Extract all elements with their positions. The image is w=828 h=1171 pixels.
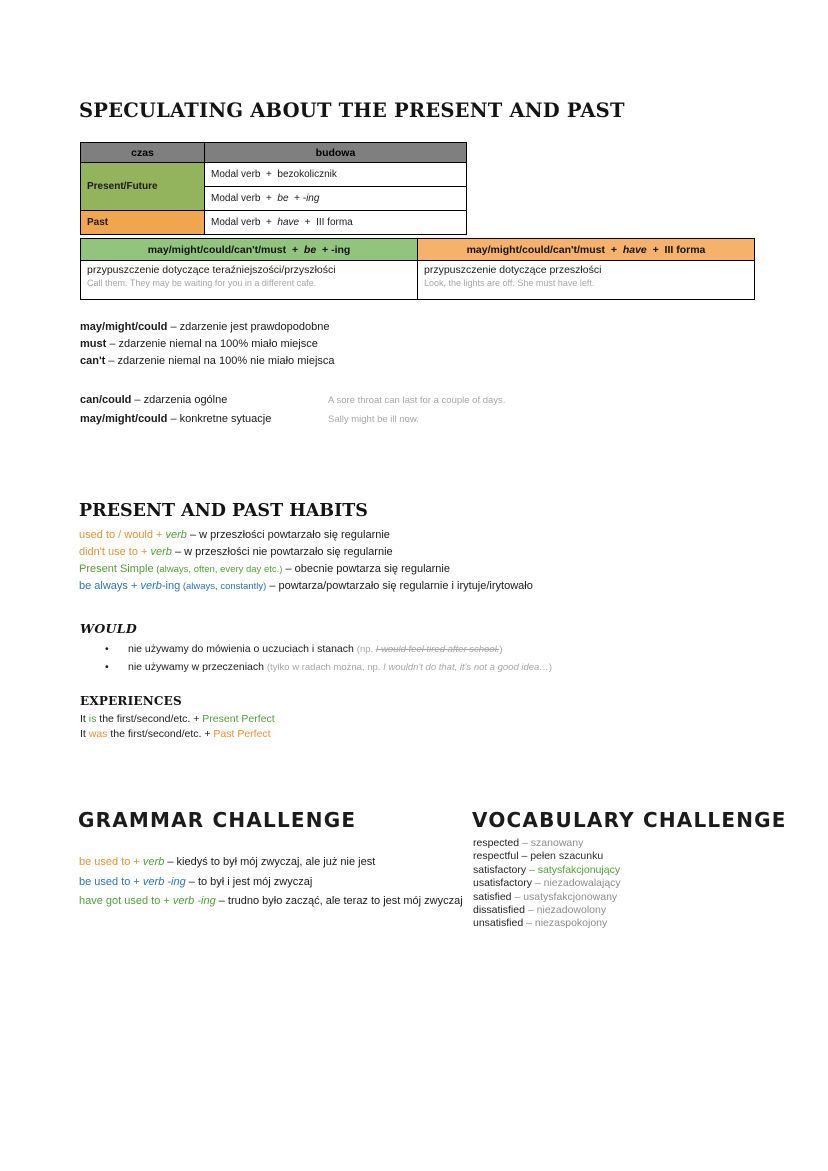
formula-post: + III forma [646,243,706,256]
verb-token: is [88,713,97,725]
table-header-row [81,143,467,163]
rule-pre: It [80,713,89,725]
rule-text: przypuszczenie dotyczące przeszłości [424,264,602,276]
example-text: Look, the lights are off. She must have left. [424,278,595,288]
ing-token: -ing [161,580,181,592]
build-pre: Modal verb + [211,217,278,228]
formula: Present Simple [79,563,154,575]
have-token: have [277,217,300,228]
usage-term [80,410,328,429]
vocab-definition: – pełen szacunku [518,850,604,863]
crossed-example: I would feel tired after school. [375,644,500,655]
habit-rule-used-to [79,527,533,544]
rule-pre: It [80,728,89,740]
formula: be used to + [79,875,143,888]
cell-modal-infinitive: Modal verb + bezokolicznik [205,163,467,187]
vocab-word: unsatisfied [473,917,524,930]
modal-term: can/could [80,394,132,406]
vocab-definition: – szanowany [519,837,584,849]
row-present-future-1 [81,163,467,187]
would-notes [80,641,552,676]
habit-rule-didnt-use-to [79,544,533,561]
vocab-definition: – niezadowolony [524,904,607,917]
tense-structure-table [80,142,467,235]
note-line-probability [80,319,335,336]
cell-present-future: Present/Future [81,163,205,211]
note-text: – zdarzenie niemal na 100% miało miejsce [106,338,318,350]
grammar-rule-have-got-used-to [79,892,463,912]
formula-table-head [81,239,755,261]
formula-note: (always, constantly) [180,581,267,592]
modal-term: may/might/could [80,321,168,333]
formula-note: (always, often, every day etc.) [153,564,283,575]
example-text: Call them. They may be waiting for you in a different cafe. [87,278,317,288]
vocab-definition: – niezadowalający [531,877,621,890]
example-text: I wouldn't do that, it's not a good idea… [383,661,549,673]
modal-term: must [80,338,107,350]
note-line-must [80,336,335,353]
verb-token: verb [150,546,172,558]
rule-text: przypuszczenie dotyczące teraźniejszości/przyszłości [87,264,336,276]
would-bullet-negatives [80,659,552,677]
formula-post: + -ing [316,243,351,256]
present-speculation-cell [81,261,418,300]
verb-token: was [88,728,108,740]
vocab-word: respectful [473,850,519,863]
column-header-budowa: budowa [205,143,467,163]
vocab-item-satisfactory [473,864,621,877]
cell-modal-have-iii [205,211,467,235]
explanation: – w przeszłości nie powtarzało się regularnie [171,546,393,558]
vocab-item-respected [473,837,621,850]
usage-example: Sally might be ill now. [328,414,419,425]
note-text: – zdarzenie niemal na 100% nie miało miejsca [105,355,335,367]
section-title-speculating: SPECULATING ABOUT THE PRESENT AND PAST [79,99,625,122]
vocab-item-usatisfactory [473,877,621,890]
formula-pre: may/might/could/can't/must + [466,243,623,256]
formula-pre: may/might/could/can't/must + [147,243,304,256]
vocab-definition: – niezaspokojony [523,917,608,930]
speculation-formula-table [80,238,755,300]
verb-token: verb [140,580,162,592]
usage-text: – konkretne sytuacje [167,413,272,425]
explanation: – powtarza/powtarzało się regularnie i irytuje/irytowało [266,580,533,592]
verb-token: verb -ing [172,895,216,907]
vocab-word: satisfied [473,890,512,903]
vocab-word: dissatisfied [473,904,525,917]
tense-name: Present Perfect [202,713,275,725]
note-text: – zdarzenie jest prawdopodobne [167,321,330,333]
modal-meaning-notes [80,319,335,370]
build-plus: + [288,193,303,204]
verb-token: verb -ing [142,875,186,888]
experience-rule-present [80,712,275,727]
paren-open: (np. [356,644,376,655]
formula: have got used to + [79,895,173,907]
verb-token: verb [142,856,165,868]
section-title-would: WOULD [80,621,137,636]
grammar-rule-be-used-to-ing [79,873,463,893]
usage-line-specific [80,410,505,429]
cell-modal-be-ing [205,187,467,211]
table-head [81,143,467,163]
build-pre: Modal verb + [211,193,278,204]
paren-close: ) [499,644,503,655]
bullet-text: nie używamy w przeczeniach [128,660,267,673]
paren-close: ) [548,661,552,673]
experiences-rules [80,712,275,742]
vocab-item-dissatisfied [473,904,621,917]
formula: be always + [79,580,141,592]
vocab-definition: – usatysfakcjonowany [511,890,618,903]
cell-past: Past [81,211,205,235]
habit-rule-present-simple [79,561,533,578]
vocab-word: respected [473,837,520,849]
section-title-vocabulary-challenge: VOCABULARY CHALLENGE [472,808,787,832]
note-line-cant [80,353,335,370]
habit-rule-be-always [79,578,533,595]
vocab-definition: – satysfakcjonujący [526,863,621,876]
modal-term: may/might/could [80,413,168,425]
section-title-grammar-challenge: GRAMMAR CHALLENGE [78,808,357,832]
formula: be used to + [79,856,143,868]
explanation: – kiedyś to był mój zwyczaj, ale już nie jest [164,856,376,868]
formula-table-body [81,261,755,300]
grammar-challenge-rules [79,853,463,912]
rule-mid: the first/second/etc. + [96,713,203,725]
bullet-text: nie używamy do mówienia o uczuciach i stanach [128,643,357,655]
tense-name: Past Perfect [213,728,271,740]
grammar-rule-be-used-to [79,853,463,873]
column-header-czas: czas [81,143,205,163]
formula: used to / would + [79,529,166,541]
formula-body-row [81,261,755,300]
vocabulary-list [473,837,621,931]
usage-line-general [80,391,505,410]
paren-open: (tylko w radach można, np. [266,661,384,673]
row-past [81,211,467,235]
explanation: – obecnie powtarza się regularnie [282,563,450,575]
usage-term [80,391,328,410]
usage-text: – zdarzenia ogólne [131,394,228,406]
formula-header-row [81,239,755,261]
vocab-word: satisfactory [473,863,527,876]
experience-rule-past [80,727,275,742]
formula-present-header [81,239,418,261]
explanation: – to był i jest mój zwyczaj [185,875,313,888]
formula-past-header [418,239,755,261]
would-bullet-feelings [80,641,552,659]
be-token: be [303,243,317,256]
section-title-habits: PRESENT AND PAST HABITS [79,501,368,521]
vocab-item-unsatisfied [473,917,621,930]
vocab-item-respectful [473,850,621,863]
table-body [81,163,467,235]
explanation: – trudno było zacząć, ale teraz to jest mój zwyczaj [215,895,463,907]
modal-usage-notes [80,391,505,429]
past-speculation-cell [418,261,755,300]
vocab-item-satisfied [473,891,621,904]
formula: didn't use to + [79,546,151,558]
ing-token: -ing [302,193,320,204]
vocab-word: usatisfactory [473,877,532,890]
verb-token: verb [165,529,187,541]
have-token: have [622,243,647,256]
habits-rules [79,527,533,595]
section-title-experiences: EXPERIENCES [80,694,182,708]
build-post: + III forma [299,217,353,228]
usage-example: A sore throat can last for a couple of days. [328,395,506,406]
be-token: be [277,193,289,204]
rule-mid: the first/second/etc. + [107,728,214,740]
modal-term: can't [80,355,106,367]
explanation: – w przeszłości powtarzało się regularnie [186,529,390,541]
